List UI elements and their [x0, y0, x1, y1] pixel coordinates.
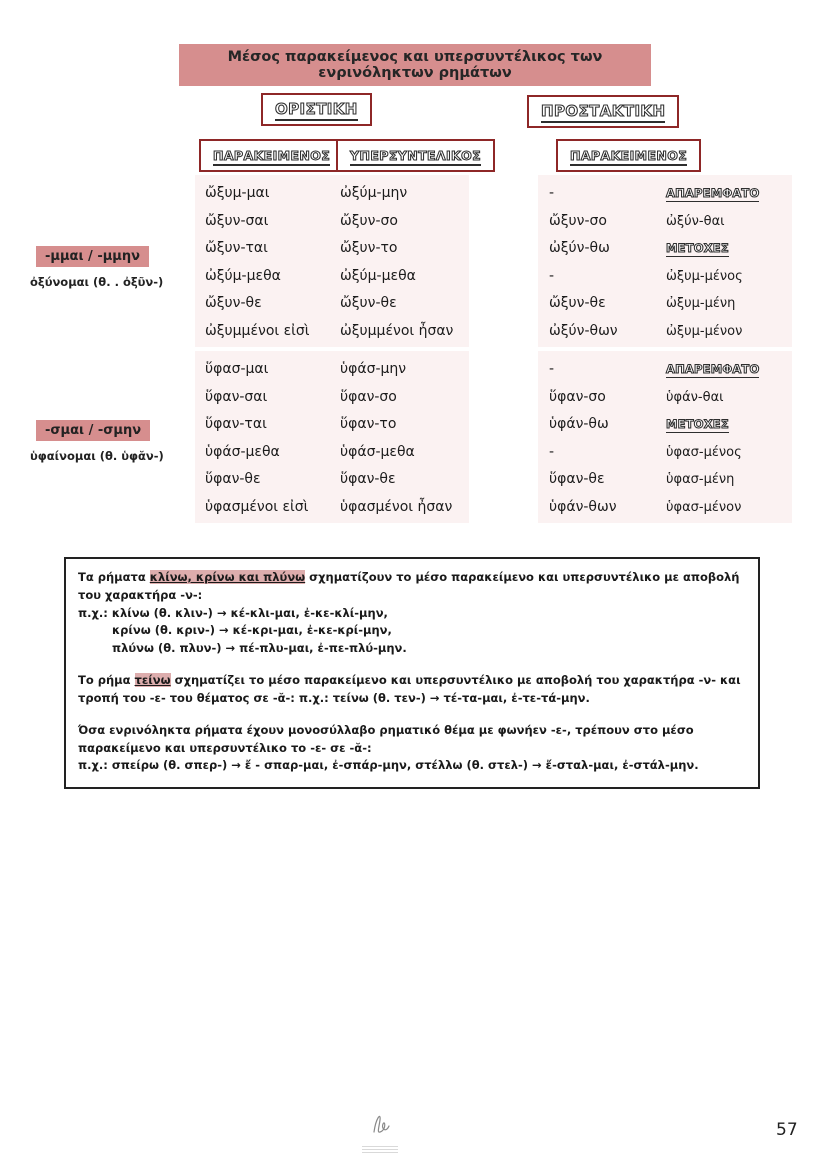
verb-form: ὑφασ-μένος [666, 444, 742, 460]
header-oristiki-label: ΟΡΙΣΤΙΚΗ [275, 100, 358, 121]
verb-form: ὕφαν-σαι [205, 388, 268, 405]
verb-form: ὕφαν-ται [205, 416, 267, 432]
verb2-imperative-column [549, 356, 617, 521]
verb-form: ὠξυμ-μένος [666, 268, 743, 284]
verb-form: ὠξυμμένοι εἰσὶ [205, 322, 310, 339]
verb1-perfect-column [205, 180, 310, 345]
verb-form: ὑφάν-θαι [666, 389, 724, 405]
verb2-perfect-column [205, 356, 308, 521]
note-paragraph-2 [78, 672, 746, 708]
verb-form: - [549, 267, 555, 284]
verb-form: ὠξύν-θω [549, 240, 610, 256]
verb1-lemma: ὀξύνομαι (θ. . ὀξῦν-) [30, 275, 164, 289]
aparemfato-header: ΑΠΑΡΕΜΦΑΤΟ [666, 186, 760, 200]
note-text: Τα ρήματα [78, 570, 150, 584]
note-paragraph-3: Όσα ενρινόληκτα ρήματα έχουν μονοσύλλαβο ρηματικό θέμα με φωνήεν -ε-, τρέπουν στο μέσο παρακείμενο και υπερσυντέλικο το -ε- σε -ᾰ-: [78, 722, 694, 755]
header-box-ypersyntelikos [336, 139, 495, 172]
verb-form: ὤξυν-θε [340, 295, 397, 311]
note-paragraph-1 [78, 569, 746, 605]
verb-form: ὕφαν-σο [340, 388, 397, 405]
verb-form: - [549, 361, 555, 377]
metoxes-header: ΜΕΤΟΧΕΣ [666, 241, 729, 255]
publisher-logo-icon [366, 1108, 394, 1140]
verb-form: ὠξύν-θων [549, 322, 618, 339]
page-number: 57 [776, 1120, 798, 1140]
note-highlight-klino-krino-plyno: κλίνω, κρίνω και πλύνω [149, 570, 306, 584]
verb-form: ὠξύμ-μην [340, 185, 408, 201]
verb-form: ὑφάν-θω [549, 416, 609, 432]
header-parakeimenos-right-label: ΠΑΡΑΚΕΙΜΕΝΟΣ [570, 148, 687, 166]
verb1-imperative-column [549, 180, 618, 345]
page-title: Μέσος παρακείμενος και υπερσυντέλικος των ενρινόληκτων ρημάτων [179, 44, 651, 86]
verb-form: ὕφαν-θε [340, 471, 396, 487]
verb2-pluperfect-column [340, 356, 452, 521]
verb-form: ὠξυμμένοι ἦσαν [340, 322, 454, 339]
header-prostaktiki-label: ΠΡΟΣΤΑΚΤΙΚΗ [541, 102, 665, 123]
note-example-line: κρίνω (θ. κριν-) → κέ-κρι-μαι, ἐ-κε-κρί-μην, [112, 623, 392, 638]
verb-form: ὤξυμ-μαι [205, 185, 270, 201]
verb1-nonfinite-column [666, 180, 759, 345]
verb-form: ὤξυν-σο [549, 212, 607, 229]
verb-form: ὑφασ-μένη [666, 472, 735, 487]
verb-form: ὤξυν-σο [340, 212, 398, 229]
verb-form: ὕφασ-μαι [205, 361, 269, 377]
note-example-line: πλύνω (θ. πλυν-) → πέ-πλυ-μαι, ἐ-πε-πλύ-μην. [112, 641, 407, 656]
header-box-parakeimenos-right [556, 139, 701, 172]
verb-form: ὑφασ-μένον [666, 499, 742, 515]
verb-form: ὤξυν-θε [205, 295, 262, 311]
verb-form: ὠξύμ-μεθα [205, 267, 281, 284]
aparemfato-header: ΑΠΑΡΕΜΦΑΤΟ [666, 362, 760, 376]
notes-box [64, 557, 760, 789]
verb-form: ὤξυν-σαι [205, 212, 269, 229]
verb-form: ὠξύμ-μεθα [340, 267, 416, 284]
footer-smallprint [362, 1146, 398, 1153]
verb1-pluperfect-column [340, 180, 453, 345]
verb-form: ὠξυμ-μένη [666, 296, 736, 311]
verb-form: ὑφάσ-μεθα [205, 443, 280, 460]
verb-form: ὑφασμένοι εἰσὶ [205, 498, 309, 515]
note-example-line: π.χ.: σπείρω (θ. σπερ-) → ἔ - σπαρ-μαι, ἐ-σπάρ-μην, στέλλω (θ. στελ-) → ἔ-σταλ-μαι, ἐ-στάλ-μην. [78, 758, 699, 773]
verb-form: ὑφάσ-μην [340, 361, 407, 377]
verb2-ending-label: -σμαι / -σμην [36, 420, 150, 441]
verb-form: ὤξυν-ται [205, 240, 268, 256]
verb-form: - [549, 185, 555, 201]
verb1-ending-label: -μμαι / -μμην [36, 246, 149, 267]
verb-form: ὤξυν-θε [549, 295, 606, 311]
verb-form: ὕφαν-θε [205, 471, 261, 487]
verb-form: ὑφάν-θων [549, 498, 617, 515]
note-text: σχηματίζουν το μέσο παρακείμενο και υπερσυντέλικο με αποβολή του χαρακτήρα -ν-: [78, 570, 740, 602]
note-text: σχηματίζει το μέσο παρακείμενο και υπερσυντέλικο με αποβολή του χαρακτήρα -ν- και τροπή του -ε- του θέματος σε -ᾰ-: π.χ.: τείνω (θ. τεν-) → τέ-τα-μαι, ἐ-τε-τά-μην. [78, 673, 741, 705]
verb-form: ὑφάσ-μεθα [340, 443, 415, 460]
header-ypersyntelikos-label: ΥΠΕΡΣΥΝΤΕΛΙΚΟΣ [350, 148, 481, 166]
header-box-parakeimenos-left [199, 139, 344, 172]
verb-form: ὠξυμ-μένον [666, 323, 743, 339]
verb2-lemma: ὑφαίνομαι (θ. ὑφᾰν-) [30, 449, 164, 463]
metoxes-header: ΜΕΤΟΧΕΣ [666, 417, 729, 431]
verb-form: ὕφαν-το [340, 416, 397, 432]
header-parakeimenos-left-label: ΠΑΡΑΚΕΙΜΕΝΟΣ [213, 148, 330, 166]
note-example-line: π.χ.: κλίνω (θ. κλιν-) → κέ-κλι-μαι, ἐ-κε-κλί-μην, [78, 605, 388, 620]
verb2-nonfinite-column [666, 356, 759, 521]
verb-form: ὕφαν-σο [549, 388, 606, 405]
header-box-prostaktiki [527, 95, 679, 128]
verb-form: ὑφασμένοι ἦσαν [340, 498, 453, 515]
verb-form: ὕφαν-θε [549, 471, 605, 487]
verb-form: - [549, 443, 555, 460]
header-box-oristiki [261, 93, 372, 126]
note-highlight-teino: τείνω [134, 673, 171, 688]
verb-form: ὠξύν-θαι [666, 213, 725, 229]
note-text: Το ρήμα [78, 673, 135, 688]
verb-form: ὤξυν-το [340, 240, 398, 256]
